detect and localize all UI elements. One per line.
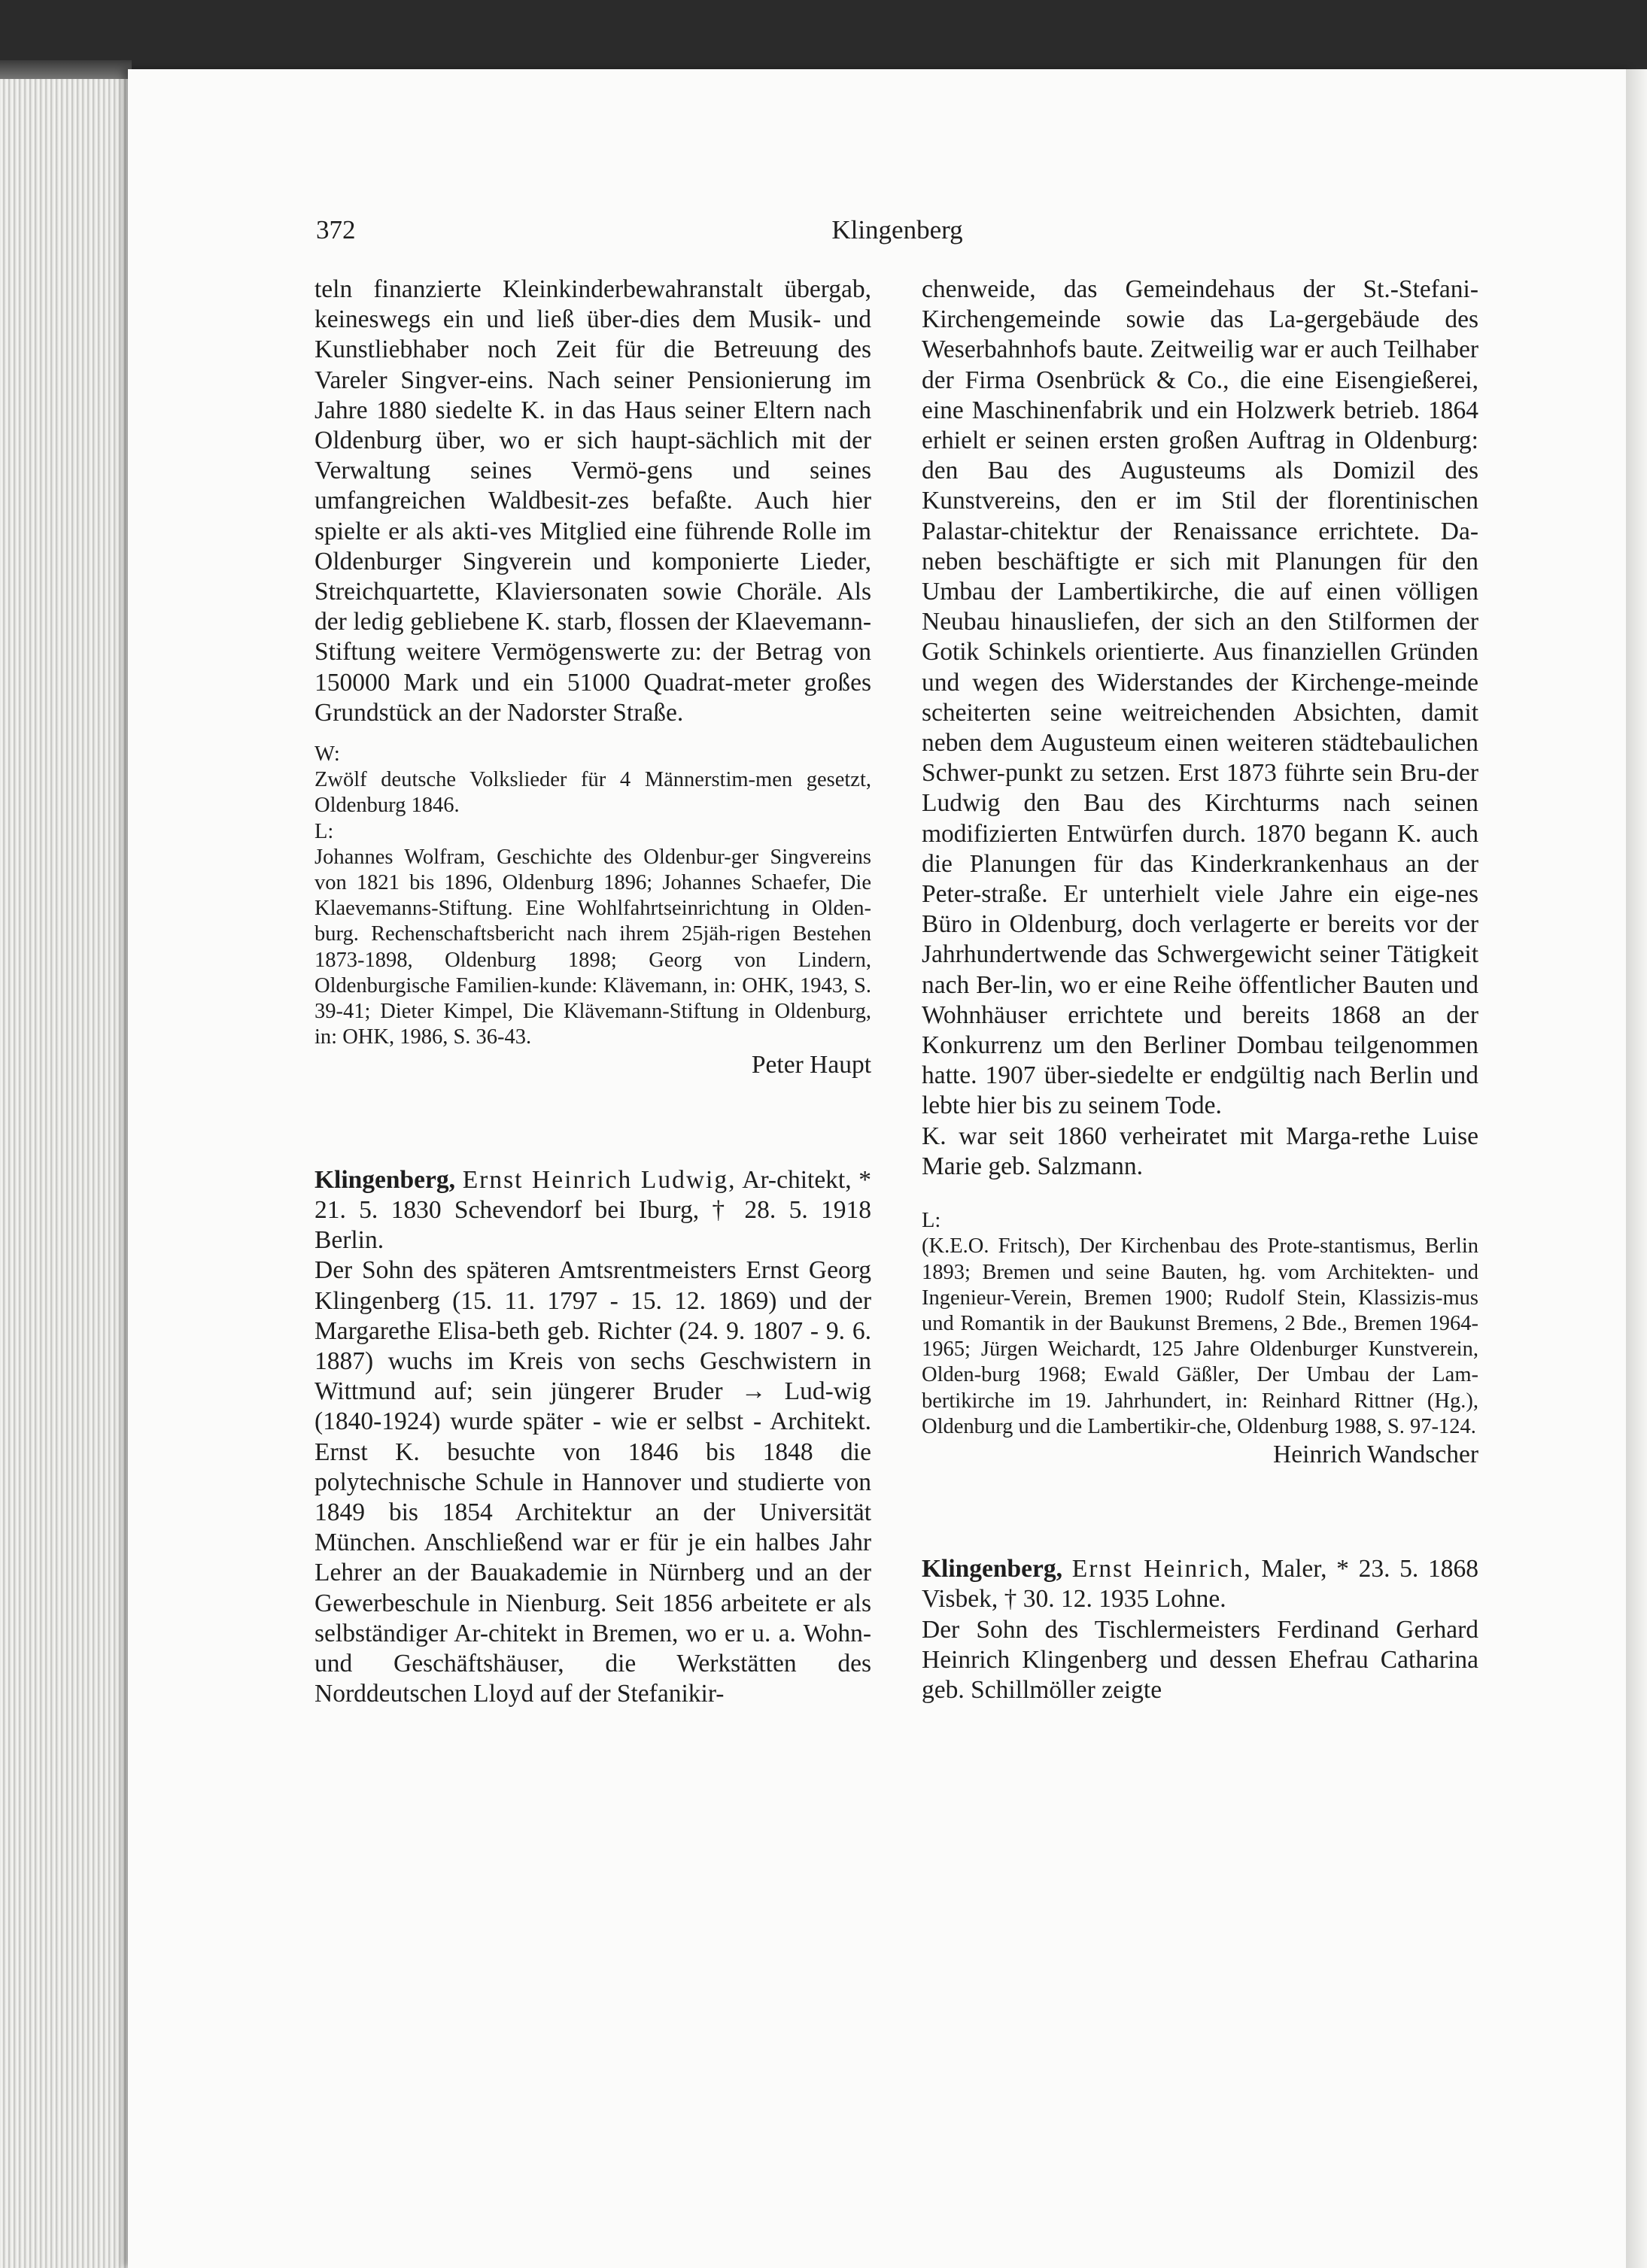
entry3-given-names: Ernst Heinrich, — [1071, 1555, 1252, 1583]
literature-label: L: — [315, 819, 334, 843]
entry2-surname: Klingenberg, — [315, 1165, 456, 1194]
literature-label: L: — [922, 1209, 941, 1233]
literature-text: Johannes Wolfram, Geschichte des Oldenbur-ger Singvereins von 1821 bis 1896, Oldenburg 1896; Johannes Schaefer, Die Klaevemanns-Stiftung. Eine Wohlfahrtseinrichtung in Olden-burg. Rechenschaftsbericht nach ihrem 25jäh-rigen Bestehen 1873-1898, Oldenburg 1898; Georg von Lindern, Oldenburgische Familien-kunde: Klävemann, in: OHK, 1943, S. 39-41; Dieter Kimpel, Die Klävemann-Stiftung in Oldenburg, in: OHK, 1986, S. 36-43. — [315, 845, 871, 1049]
page-stack-edge — [0, 79, 132, 2268]
entry2-body: Der Sohn des späteren Amtsrentmeisters Ernst Georg Klingenberg (15. 11. 1797 - 15. 12. 1869) und der Margarethe Elisa-beth geb. Richter (24. 9. 1807 - 9. 6. 1887) wuchs im Kreis von sechs Geschwistern in Wittmund auf; sein jüngerer Bruder → Lud-wig (1840-1924) wurde später - wie er selbst - Architekt. Ernst K. besuchte von 1846 bis 1848 die polytechnische Schule in Hannover und studierte von 1849 bis 1854 Architektur an der Universität München. Anschließend war er für je ein halbes Jahr Lehrer an der Bauakademie in Nürnberg und an der Gewerbeschule in Nienburg. Seit 1856 arbeitete er als selbständiger Ar-chitekt in Bremen, wo er u. a. Wohn- und Geschäftshäuser, die Werkstätten des Norddeutschen Lloyd auf der Stefanikir- — [315, 1256, 871, 1708]
entry3-vitals: Maler, * 23. 5. 1868 Visbek, † 30. 12. 1935 Lohne. — [922, 1555, 1479, 1614]
author-signature: Heinrich Wandscher — [1273, 1440, 1478, 1468]
running-title: Klingenberg — [831, 215, 963, 244]
running-head — [316, 215, 1478, 253]
works-text: Zwölf deutsche Volkslieder für 4 Männerstim-men gesetzt, Oldenburg 1846. — [315, 768, 871, 818]
entry3-body: Der Sohn des Tischlermeisters Ferdinand Gerhard Heinrich Klingenberg und dessen Ehefrau Catharina geb. Schillmöller zeigte — [922, 1615, 1478, 1704]
entry1-continuation: teln finanzierte Kleinkinderbewahranstalt übergab, keineswegs ein und ließ über-dies dem Musik- und Kunstliebhaber noch Zeit für die Betreuung des Vareler Singver-eins. Nach seiner Pensionierung im Jahre 1880 siedelte K. in das Haus seiner Eltern nach Oldenburg über, wo er sich haupt-sächlich mit der Verwaltung seines Vermö-gens und seines umfangreichen Waldbesit-zes befaßte. Auch hier spielte er als akti-ves Mitglied eine führende Rolle im Oldenburger Singverein und komponierte Lieder, Streichquartette, Klaviersonaten sowie Choräle. Als der ledig gebliebene K. starb, flossen der Klaevemann-Stiftung weitere Vermögenswerte zu: der Betrag von 150000 Mark und ein 51000 Quadrat-meter großes Grundstück an der Nadorster Straße. — [315, 275, 871, 727]
page-gutter-shadow — [1626, 69, 1647, 2268]
entry2-heading — [315, 1165, 871, 1256]
entry2-marriage: K. war seit 1860 verheiratet mit Marga-rethe Luise Marie geb. Salzmann. — [922, 1122, 1478, 1180]
page-number: 372 — [316, 215, 356, 244]
left-column — [315, 275, 871, 1709]
entry2-given-names: Ernst Heinrich Ludwig, — [462, 1165, 737, 1194]
entry2-vitals: Ar-chitekt, * 21. 5. 1830 Schevendorf bei Iburg, † 28. 5. 1918 Berlin. — [315, 1165, 871, 1255]
right-column — [922, 275, 1478, 1705]
entry3-surname: Klingenberg, — [922, 1555, 1063, 1583]
entry3-heading — [922, 1554, 1478, 1614]
works-label: W: — [315, 742, 340, 767]
entry2-body-continued: chenweide, das Gemeindehaus der St.-Stefani-Kirchengemeinde sowie das La-gergebäude des Weserbahnhofs baute. Zeitweilig war er auch Teilhaber der Firma Osenbrück & Co., die eine Eisengießerei, eine Maschinenfabrik und ein Holzwerk betrieb. 1864 erhielt er seinen ersten großen Auftrag in Oldenburg: den Bau des Augusteums als Domizil des Kunstvereins, den er im Stil der florentinischen Palastar-chitektur der Renaissance errichtete. Da-neben beschäftigte er sich mit Planungen für den Umbau der Lambertikirche, die auf einen völligen Neubau hinausliefen, der sich an den Stilformen der Gotik Schinkels orientierte. Aus finanziellen Gründen und wegen des Widerstandes der Kirchenge-meinde scheiterten seine weitreichenden Absichten, damit neben dem Augusteum einen weiteren städtebaulichen Schwer-punkt zu setzen. Erst 1873 führte sein Bru-der Ludwig den Bau des Kirchturms nach seinen modifizierten Entwürfen durch. 1870 begann K. auch die Planungen für das Kinderkrankenhaus an der Peter-straße. Er unterhielt viele Jahre ein eige-nes Büro in Oldenburg, doch verlagerte er bereits vor der Jahrhundertwende das Schwergewicht seiner Tätigkeit nach Ber-lin, wo er eine Reihe öffentlicher Bauten und Wohnhäuser errichtete und bereits 1868 an der Konkurrenz um den Berliner Dombau teilgenommen hatte. 1907 über-siedelte er endgültig nach Berlin und lebte hier bis zu seinem Tode. — [922, 275, 1478, 1120]
literature-text: (K.E.O. Fritsch), Der Kirchenbau des Prote-stantismus, Berlin 1893; Bremen und seine Bauten, hg. vom Architekten- und Ingenieur-Verein, Bremen 1900; Rudolf Stein, Klassizis-mus und Romantik in der Baukunst Bremens, 2 Bde., Bremen 1964-1965; Jürgen Weichardt, 125 Jahre Oldenburger Kunstverein, Olden-burg 1968; Ewald Gäßler, Der Umbau der Lam-bertikirche im 19. Jahrhundert, in: Reinhard Rittner (Hg.), Oldenburg und die Lambertikir-che, Oldenburg 1988, S. 97-124. — [922, 1234, 1478, 1438]
author-signature: Peter Haupt — [751, 1051, 871, 1079]
